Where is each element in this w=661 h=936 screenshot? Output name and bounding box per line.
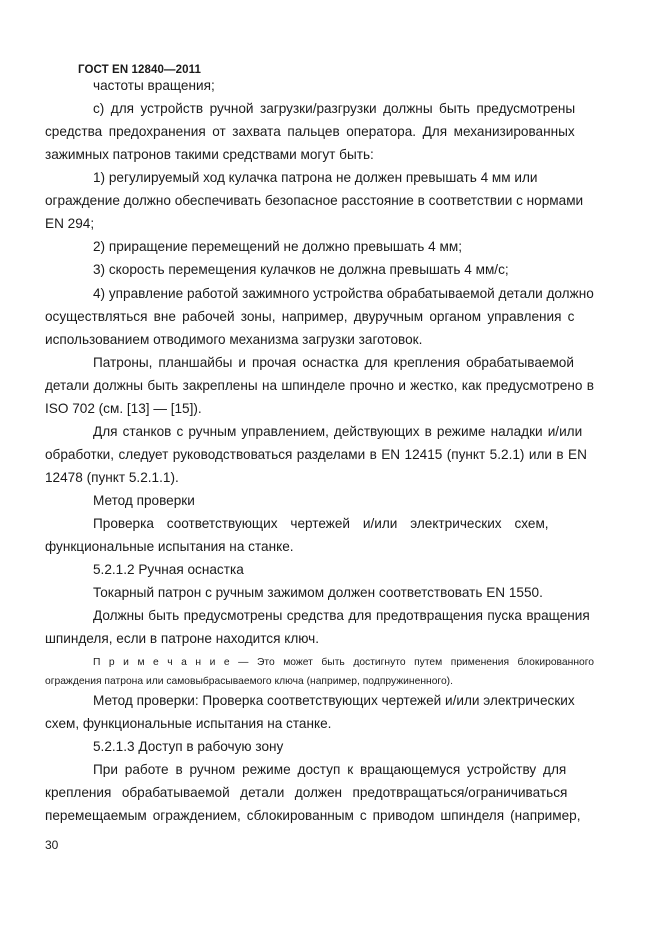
text-line: детали должны быть закреплены на шпинделе прочно и жестко, как предусмотрено в — [45, 378, 594, 393]
text-line: 1) регулируемый ход кулачка патрона не должен превышать 4 мм или — [93, 170, 538, 185]
text-line: 2) приращение перемещений не должно превышать 4 мм; — [93, 239, 462, 254]
note-line: П р и м е ч а н и е — Это может быть достигнуто путем применения блокированного — [93, 657, 594, 668]
text-line: Метод проверки — [93, 493, 195, 508]
text-line: Метод проверки: Проверка соответствующих чертежей и/или электрических — [93, 693, 575, 708]
text-line: Для станков с ручным управлением, действующих в режиме наладки и/или — [93, 424, 583, 439]
text-line: 5.2.1.3 Доступ в рабочую зону — [93, 739, 284, 754]
text-line: 5.2.1.2 Ручная оснастка — [93, 562, 244, 577]
text-line: 12478 (пункт 5.2.1.1). — [45, 470, 179, 485]
text-line: средства предохранения от захвата пальцев оператора. Для механизированных — [45, 124, 575, 139]
text-line: крепления обрабатываемой детали должен предотвращаться/ограничиваться — [45, 785, 568, 800]
text-line: Патроны, планшайбы и прочая оснастка для крепления обрабатываемой — [93, 355, 574, 370]
text-line: функциональные испытания на станке. — [45, 539, 294, 554]
text-line: ISO 702 (см. [13] — [15]). — [45, 401, 202, 416]
text-line: При работе в ручном режиме доступ к вращающемуся устройству для — [93, 762, 567, 777]
text-line: ограждение должно обеспечивать безопасное расстояние в соответствии с нормами — [45, 193, 584, 208]
text-line: обработки, следует руководствоваться разделами в EN 12415 (пункт 5.2.1) или в EN — [45, 447, 587, 462]
text-line: частоты вращения; — [93, 78, 215, 93]
text-line: перемещаемым ограждением, сблокированным с приводом шпинделя (например, — [45, 808, 581, 823]
text-line: c) для устройств ручной загрузки/разгрузки должны быть предусмотрены — [93, 101, 576, 116]
text-line: 4) управление работой зажимного устройства обрабатываемой детали должно — [93, 286, 594, 301]
text-line: зажимных патронов такими средствами могут быть: — [45, 147, 374, 162]
page-number: 30 — [45, 838, 59, 852]
text-line: использованием отводимого механизма загрузки заготовок. — [45, 332, 423, 347]
text-line: Проверка соответствующих чертежей и/или электрических схем, — [93, 516, 549, 531]
text-line: Токарный патрон с ручным зажимом должен соответствовать EN 1550. — [93, 585, 543, 600]
text-line: EN 294; — [45, 216, 95, 231]
text-line: 3) скорость перемещения кулачков не должна превышать 4 мм/с; — [93, 262, 509, 277]
text-line: Должны быть предусмотрены средства для предотвращения пуска вращения — [93, 608, 590, 623]
text-line: схем, функциональные испытания на станке. — [45, 716, 332, 731]
note-line: ограждения патрона или самовыбрасываемого ключа (например, подпружиненного). — [45, 676, 453, 687]
text-line: шпинделя, если в патроне находится ключ. — [45, 631, 320, 646]
text-line: осуществляться вне рабочей зоны, например, двуручным органом управления с — [45, 309, 575, 324]
document-header: ГОСТ EN 12840—2011 — [78, 64, 201, 76]
